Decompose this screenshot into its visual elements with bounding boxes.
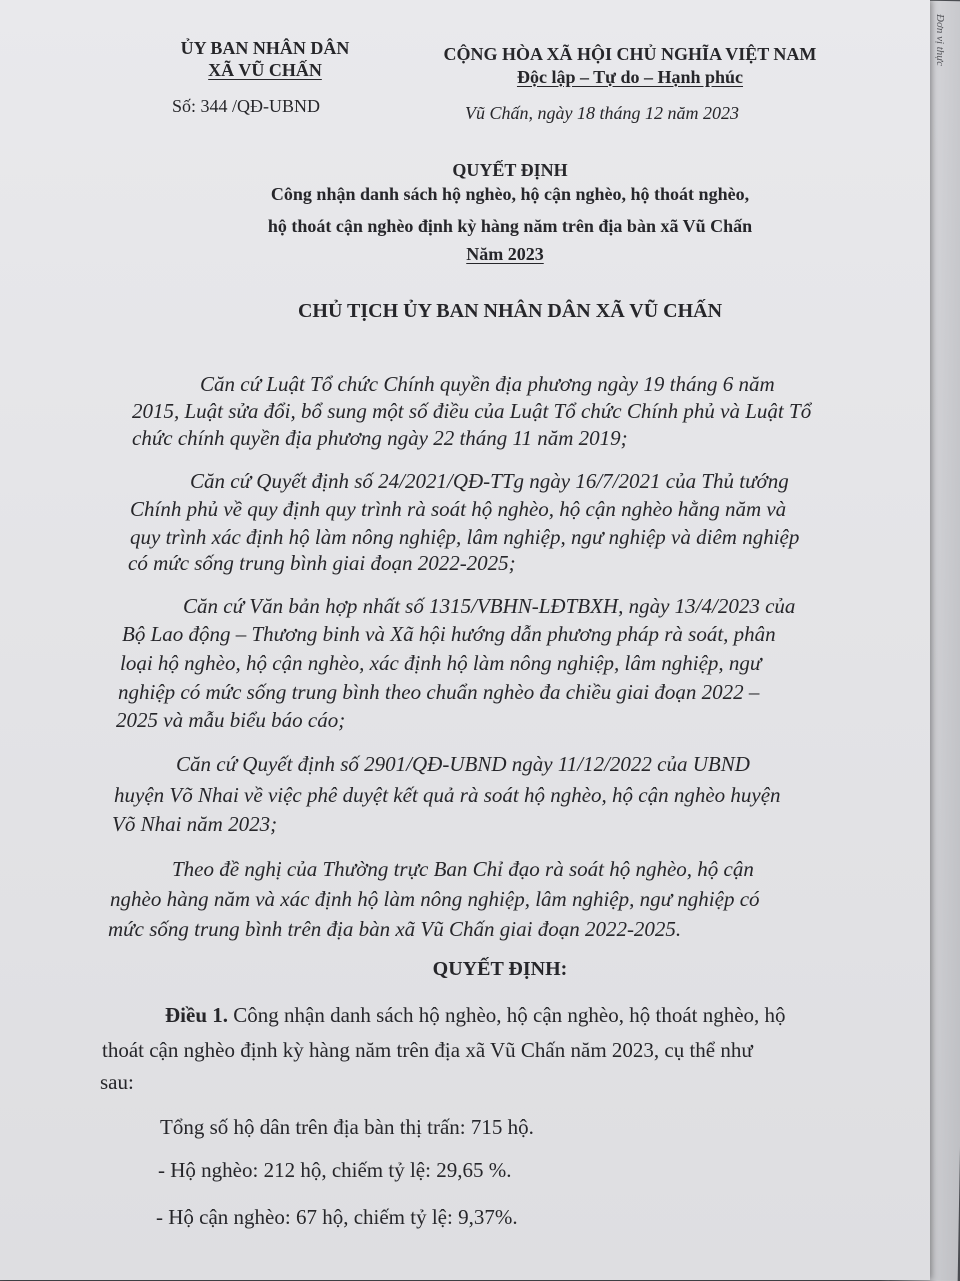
subject-line-2: hộ thoát cận nghèo định kỳ hàng năm trên địa bàn xã Vũ Chấn (267, 216, 753, 236)
preamble-1-line-3: chức chính quyền địa phương ngày 22 tháng 11 năm 2019; (132, 426, 628, 450)
preamble-3-line-3: loại hộ nghèo, hộ cận nghèo, xác định hộ làm nông nghiệp, lâm nghiệp, ngư (120, 651, 762, 675)
national-motto: Độc lập – Tự do – Hạnh phúc (516, 67, 744, 87)
national-title: CỘNG HÒA XÃ HỘI CHỦ NGHĨA VIỆT NAM (443, 44, 817, 64)
issuing-authority: CHỦ TỊCH ỦY BAN NHÂN DÂN XÃ VŨ CHẤN (297, 300, 723, 322)
issuer-name: ỦY BAN NHÂN DÂN (180, 38, 350, 58)
preamble-2-line-3: quy trình xác định hộ làm nông nghiệp, lâm nghiệp, ngư nghiệp và diêm nghiệp (130, 525, 800, 549)
preamble-1-line-2: 2015, Luật sửa đổi, bổ sung một số điều của Luật Tổ chức Chính phủ và Luật Tổ (132, 399, 812, 423)
decision-heading: QUYẾT ĐỊNH: (432, 958, 568, 980)
document-number: Số: 344 /QĐ-UBND (172, 96, 321, 116)
preamble-3-line-1: Căn cứ Văn bản hợp nhất số 1315/VBHN-LĐTBXH, ngày 13/4/2023 của (183, 594, 796, 618)
preamble-3-line-5: 2025 và mẫu biểu báo cáo; (116, 708, 346, 732)
preamble-4-line-3: Võ Nhai năm 2023; (112, 812, 278, 836)
preamble-3-line-2: Bộ Lao động – Thương binh và Xã hội hướng dẫn phương pháp rà soát, phân (122, 622, 776, 646)
near-poor-households: - Hộ cận nghèo: 67 hộ, chiếm tỷ lệ: 9,37%. (156, 1205, 518, 1229)
article-1-line-3: sau: (100, 1070, 134, 1094)
article-1-text: Công nhận danh sách hộ nghèo, hộ cận nghèo, hộ thoát nghèo, hộ (228, 1003, 786, 1027)
preamble-5-line-2: nghèo hàng năm và xác định hộ làm nông nghiệp, lâm nghiệp, ngư nghiệp có (110, 887, 760, 911)
poor-households: - Hộ nghèo: 212 hộ, chiếm tỷ lệ: 29,65 %. (158, 1158, 512, 1182)
preamble-2-line-1: Căn cứ Quyết định số 24/2021/QĐ-TTg ngày 16/7/2021 của Thủ tướng (190, 469, 789, 493)
article-1-line-1 (165, 1003, 786, 1028)
adjacent-page-text: Đơn vị thực (934, 14, 946, 67)
preamble-5-line-3: mức sống trung bình trên địa bàn xã Vũ Chấn giai đoạn 2022-2025. (108, 917, 682, 941)
subject-line-1: Công nhận danh sách hộ nghèo, hộ cận nghèo, hộ thoát nghèo, (270, 184, 750, 204)
total-households: Tổng số hộ dân trên địa bàn thị trấn: 715 hộ. (160, 1115, 534, 1139)
preamble-5-line-1: Theo đề nghị của Thường trực Ban Chỉ đạo rà soát hộ nghèo, hộ cận (172, 857, 754, 881)
preamble-2-line-2: Chính phủ về quy định quy trình rà soát hộ nghèo, hộ cận nghèo hằng năm và (130, 497, 787, 521)
document-type: QUYẾT ĐỊNH (452, 160, 568, 180)
issuer-commune: XÃ VŨ CHẤN (208, 60, 322, 80)
preamble-4-line-1: Căn cứ Quyết định số 2901/QĐ-UBND ngày 11/12/2022 của UBND (176, 752, 750, 776)
article-1-label: Điều 1. (165, 1003, 228, 1027)
subject-year: Năm 2023 (466, 244, 544, 264)
preamble-3-line-4: nghiệp có mức sống trung bình theo chuẩn nghèo đa chiều giai đoạn 2022 – (118, 680, 760, 704)
preamble-4-line-2: huyện Võ Nhai về việc phê duyệt kết quả rà soát hộ nghèo, hộ cận nghèo huyện (114, 783, 781, 807)
preamble-1-line-1: Căn cứ Luật Tổ chức Chính quyền địa phương ngày 19 tháng 6 năm (200, 372, 775, 396)
article-1-line-2: thoát cận nghèo định kỳ hàng năm trên địa xã Vũ Chấn năm 2023, cụ thể như (102, 1038, 753, 1062)
preamble-2-line-4: có mức sống trung bình giai đoạn 2022-2025; (128, 551, 516, 575)
place-date: Vũ Chấn, ngày 18 tháng 12 năm 2023 (465, 103, 739, 123)
